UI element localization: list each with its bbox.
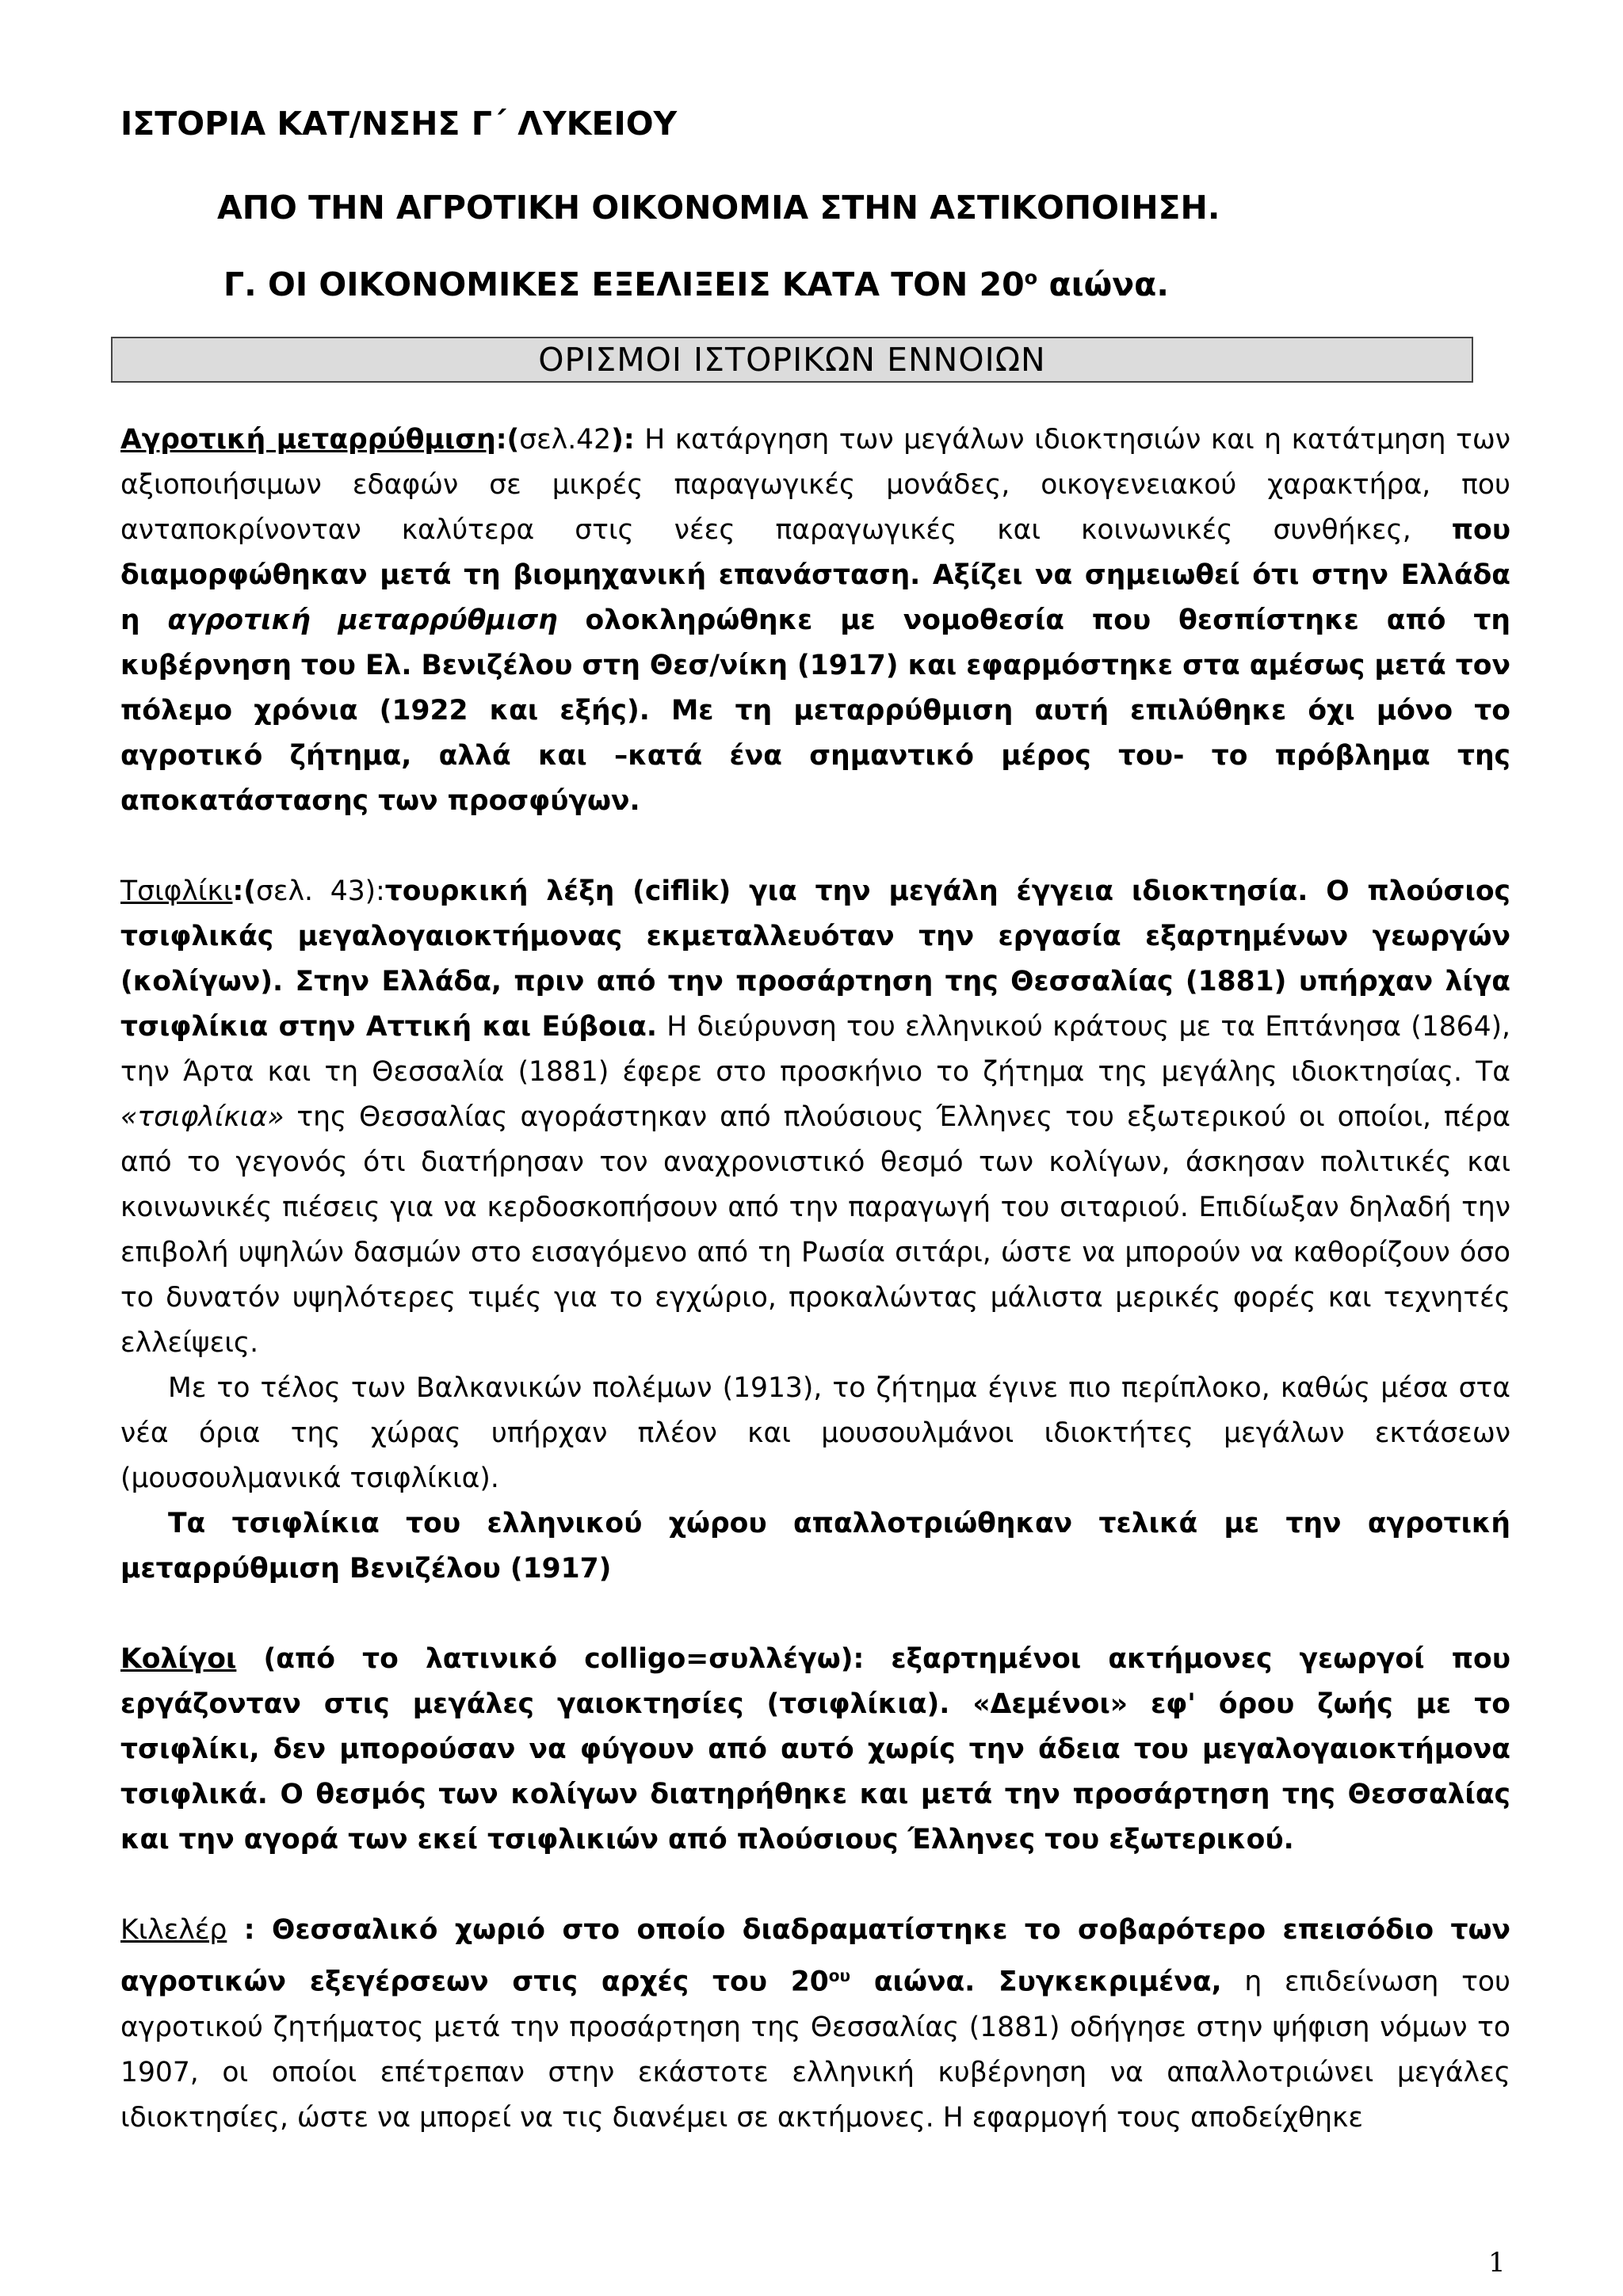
definition-bold-text: (από το λατινικό colligo=συλλέγω): εξαρτημένοι ακτήμονες γεωργοί που εργάζονταν στις μεγάλες γαιοκτησίες (τσιφλίκια). «Δεμένοι» εφ' όρου ζωής με το τσιφλίκι, δεν μπορούσαν να φύγουν από αυτό χωρίς την άδεια του μεγαλογαιοκτήμονα τσιφλικά. Ο θεσμός των κολίγων διατηρήθηκε και μετά την προσάρτηση της Θεσσαλίας και την αγορά των εκεί τσιφλικιών από πλούσιους Έλληνες του εξωτερικού. — [120, 1643, 1510, 1855]
page-ref: σελ. 43): — [256, 875, 385, 907]
definition-bold-text-2: αιώνα. Συγκεκριμένα, — [850, 1966, 1222, 1998]
tsiflik-paragraph-3 — [120, 1501, 1510, 1592]
header-course-title: ΙΣΤΟΡΙΑ ΚΑΤ/ΝΣΗΣ Γ΄ ΛΥΚΕΙΟΥ — [120, 105, 678, 143]
definition-bold-text: που διαμορφώθηκαν μετά τη βιομηχανική επανάσταση. Αξίζει να σημειωθεί ότι στην Ελλάδα η — [120, 514, 1510, 636]
definition-kileler — [120, 1908, 1510, 2141]
chapter-title-text: Γ. ΟΙ ΟΙΚΟΝΟΜΙΚΕΣ ΕΞΕΛΙΞΕΙΣ ΚΑΤΑ ΤΟΝ 20 — [223, 265, 1025, 303]
ref-close: ): — [611, 424, 635, 456]
ref-open: :( — [495, 424, 520, 456]
definition-text: Η κατάργηση των μεγάλων ιδιοκτησιών και η κατάτμηση των αξιοποιήσιμων εδαφών σε μικρές παραγωγικές μονάδες, οικογενειακού χαρακτήρα, που ανταποκρίνονταν καλύτερα στις νέες παραγωγικές και κοινωνικές συνθήκες, — [120, 424, 1510, 546]
paragraph-gap — [120, 824, 1510, 869]
tsiflik-conclusion: Τα τσιφλίκια του ελληνικού χώρου απαλλοτριώθηκαν τελικά με την αγροτική μεταρρύθμιση Βενιζέλου (1917) — [120, 1508, 1510, 1585]
chapter-title-suffix: αιώνα. — [1037, 265, 1169, 303]
chapter-title-superscript: ο — [1024, 266, 1038, 289]
definition-bold-text: τουρκική λέξη (ciflik) για την μεγάλη έγγεια ιδιοκτησία. Ο πλούσιος τσιφλικάς μεγαλογαιοκτήμονας εκμεταλλευόταν την εργασία εξαρτημένων γεωργών (κολίγων). Στην Ελλάδα, πριν από την προσάρτηση της Θεσσαλίας (1881) υπήρχαν λίγα τσιφλίκια στην Αττική και Εύβοια. — [120, 875, 1510, 1043]
definition-italic-text: «τσιφλίκια» — [120, 1101, 285, 1133]
term-tsiflik: Τσιφλίκι — [120, 875, 233, 907]
term-agrarian-reform: Αγροτική μεταρρύθμιση — [120, 424, 496, 456]
definition-koligoi — [120, 1637, 1510, 1863]
header-unit-title: ΑΠΟ ΤΗΝ ΑΓΡΟΤΙΚΗ ΟΙΚΟΝΟΜΙΑ ΣΤΗΝ ΑΣΤΙΚΟΠΟΙΗΣΗ. — [217, 189, 1220, 227]
definition-bold-text: : Θεσσαλικό χωριό στο οποίο διαδραματίστηκε το σοβαρότερο επεισόδιο των αγροτικών εξεγέρσεων στις αρχές του 20 — [120, 1914, 1510, 1998]
definition-text-2: της Θεσσαλίας αγοράστηκαν από πλούσιους Έλληνες του εξωτερικού οι οποίοι, πέρα από το γεγονός ότι διατήρησαν τον αναχρονιστικό θεσμό των κολίγων, άσκησαν πολιτικές και κοινωνικές πιέσεις για να κερδοσκοπήσουν από την παραγωγή του σιταριού. Επιδίωξαν δηλαδή την επιβολή υψηλών δασμών στο εισαγόμενο από τη Ρωσία σιτάρι, ώστε να μπορούν να καθορίζουν όσο το δυνατόν υψηλότερες τιμές για το εγχώριο, προκαλώντας μάλιστα μερικές φορές και τεχνητές ελλείψεις. — [120, 1101, 1510, 1359]
term-koligoi: Κολίγοι — [120, 1643, 237, 1675]
definitions-body — [120, 418, 1510, 2141]
definition-bold-text-2: ολοκληρώθηκε με νομοθεσία που θεσπίστηκε από τη κυβέρνηση του Ελ. Βενιζέλου στη Θεσ/νίκη (1917) και εφαρμόστηκε στα αμέσως μετά τον πόλεμο χρόνια (1922 και εξής). Με τη μεταρρύθμιση αυτή επιλύθηκε όχι μόνο το αγροτικό ζήτημα, αλλά και –κατά ένα σημαντικό μέρος του- το πρόβλημα της αποκατάστασης των προσφύγων. — [120, 605, 1510, 817]
header-chapter-title — [223, 265, 1169, 303]
definition-text: Η διεύρυνση του ελληνικού κράτους με τα Επτάνησα (1864), την Άρτα και τη Θεσσαλία (1881) έφερε στο προσκήνιο το ζήτημα της μεγάλης ιδιοκτησίας. Τα — [120, 1011, 1510, 1088]
page-number: 1 — [1488, 2247, 1506, 2279]
term-kileler: Κιλελέρ — [120, 1914, 227, 1946]
definition-text: η επιδείνωση του αγροτικού ζητήματος μετά την προσάρτηση της Θεσσαλίας (1881) οδήγησε στην ψήφιση νόμων το 1907, οι οποίοι επέτρεπαν στην εκάστοτε ελληνική κυβέρνηση να απαλλοτριώνει μεγάλες ιδιοκτησίες, ώστε να μπορεί να τις διανέμει σε ακτήμονες. Η εφαρμογή τους αποδείχθηκε — [120, 1966, 1510, 2134]
section-title-box: ΟΡΙΣΜΟΙ ΙΣΤΟΡΙΚΩΝ ΕΝΝΟΙΩΝ — [111, 337, 1473, 383]
paragraph-gap — [120, 1863, 1510, 1908]
paragraph-gap — [120, 1592, 1510, 1637]
ref-open: :( — [232, 875, 257, 907]
century-superscript: ου — [828, 1966, 851, 1985]
tsiflik-paragraph-2: Με το τέλος των Βαλκανικών πολέμων (1913), το ζήτημα έγινε πιο περίπλοκο, καθώς μέσα στα νέα όρια της χώρας υπήρχαν πλέον και μουσουλμάνοι ιδιοκτήτες μεγάλων εκτάσεων (μουσουλμανικά τσιφλίκια). — [120, 1372, 1510, 1494]
definition-tsiflik — [120, 869, 1510, 1366]
page-ref: σελ.42 — [519, 424, 612, 456]
definition-agrarian-reform — [120, 418, 1510, 824]
definition-bold-italic-text: αγροτική μεταρρύθμιση — [167, 605, 558, 636]
